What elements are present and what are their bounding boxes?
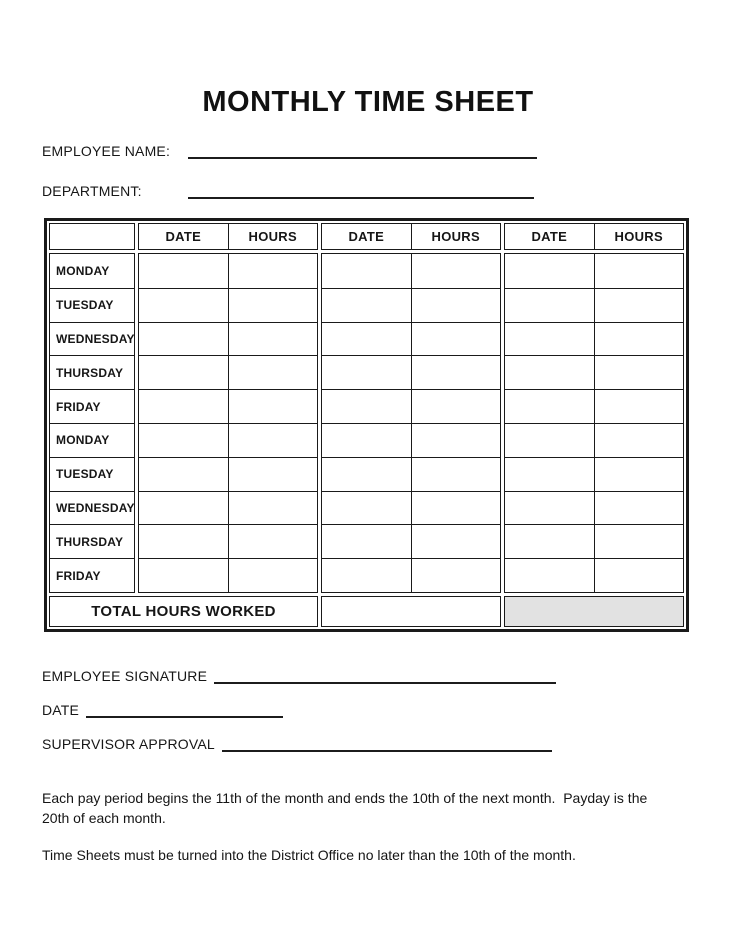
- entry-cell: [594, 558, 683, 592]
- entry-cell: [411, 491, 500, 525]
- entry-cell: [322, 524, 411, 558]
- turn-in-note: Time Sheets must be turned into the District Office no later than the 10th of the month.: [42, 846, 576, 863]
- week-group-1-header: [138, 223, 318, 250]
- day-label: THURSDAY: [50, 524, 135, 558]
- entry-cell: [322, 457, 411, 491]
- date-column-header: DATE: [165, 229, 202, 244]
- entry-cell: [594, 355, 683, 389]
- entry-cell: [411, 457, 500, 491]
- entry-cell: [594, 389, 683, 423]
- entry-cell: [139, 288, 228, 322]
- entry-cell: [322, 389, 411, 423]
- entry-cell: [322, 288, 411, 322]
- hours-column-header: HOURS: [411, 224, 501, 249]
- total-hours-worked-label-cell: TOTAL HOURS WORKED: [49, 596, 318, 627]
- date-row: [42, 699, 694, 718]
- entry-cell: [505, 389, 594, 423]
- entry-cell: [228, 457, 317, 491]
- timesheet-page: [0, 86, 736, 950]
- date-column-header: DATE: [348, 229, 385, 244]
- hours-column-header: HOURS: [228, 224, 318, 249]
- timesheet-grid: [49, 223, 684, 627]
- entry-cell: [411, 254, 500, 288]
- entry-cell: [228, 355, 317, 389]
- entry-cell: [594, 288, 683, 322]
- day-label: WEDNESDAY: [50, 491, 135, 525]
- entry-cell: [322, 558, 411, 592]
- entry-cell: [139, 558, 228, 592]
- entry-cell: [411, 524, 500, 558]
- department-blank-line: [188, 182, 534, 199]
- entry-cell: [594, 491, 683, 525]
- day-label: THURSDAY: [50, 355, 135, 389]
- day-name-column: [49, 253, 135, 593]
- entry-cell: [411, 288, 500, 322]
- notes-section: [42, 788, 676, 865]
- day-label: FRIDAY: [50, 389, 135, 423]
- entry-cell: [228, 389, 317, 423]
- day-label: FRIDAY: [50, 558, 135, 592]
- entry-cell: [228, 491, 317, 525]
- entry-cell: [505, 355, 594, 389]
- entry-cell: [594, 457, 683, 491]
- week-group-2-header: [321, 223, 501, 250]
- day-label: TUESDAY: [50, 457, 135, 491]
- entry-cell: [505, 254, 594, 288]
- date-column-header: DATE: [531, 229, 568, 244]
- entry-cell: [139, 524, 228, 558]
- entry-cell: [505, 558, 594, 592]
- entry-cell: [228, 524, 317, 558]
- department-label: DEPARTMENT:: [42, 183, 142, 199]
- entry-cell: [139, 423, 228, 457]
- entry-cell: [594, 423, 683, 457]
- hours-column-header: HOURS: [594, 224, 684, 249]
- employee-name-blank-line: [188, 142, 537, 159]
- employee-signature-blank-line: [214, 667, 556, 684]
- page-title: MONTHLY TIME SHEET: [202, 86, 534, 118]
- entry-cell: [322, 491, 411, 525]
- date-blank-line: [86, 701, 283, 718]
- total-hours-value-cell: [321, 596, 501, 627]
- entry-cell: [228, 288, 317, 322]
- pay-period-note: Each pay period begins the 11th of the month and ends the 10th of the next month. Payday is the 20th of each month.: [42, 790, 652, 827]
- date-label: DATE: [42, 702, 80, 718]
- entry-cell: [411, 322, 500, 356]
- employee-signature-label: EMPLOYEE SIGNATURE: [42, 668, 208, 684]
- employee-signature-row: [42, 665, 694, 684]
- entry-cell: [139, 322, 228, 356]
- entry-cell: [139, 491, 228, 525]
- supervisor-approval-blank-line: [222, 735, 552, 752]
- department-field-row: [42, 179, 694, 199]
- week-group-2-cells: [321, 253, 501, 593]
- entry-cell: [594, 322, 683, 356]
- entry-cell: [228, 423, 317, 457]
- entry-cell: [228, 558, 317, 592]
- entry-cell: [411, 355, 500, 389]
- day-label: MONDAY: [50, 423, 135, 457]
- entry-cell: [139, 355, 228, 389]
- entry-cell: [228, 254, 317, 288]
- entry-cell: [139, 457, 228, 491]
- entry-cell: [411, 423, 500, 457]
- signature-section: [42, 665, 694, 752]
- entry-cell: [322, 355, 411, 389]
- entry-cell: [411, 558, 500, 592]
- week-group-1-cells: [138, 253, 318, 593]
- timesheet-table: [44, 218, 689, 632]
- entry-cell: [505, 423, 594, 457]
- entry-cell: [228, 322, 317, 356]
- week-group-3-cells: [504, 253, 684, 593]
- entry-cell: [139, 254, 228, 288]
- entry-cell: [505, 322, 594, 356]
- entry-cell: [322, 322, 411, 356]
- week-group-3-header: [504, 223, 684, 250]
- employee-name-field-row: [42, 139, 694, 159]
- entry-cell: [505, 491, 594, 525]
- entry-cell: [505, 524, 594, 558]
- entry-cell: [322, 254, 411, 288]
- entry-cell: [411, 389, 500, 423]
- supervisor-approval-label: SUPERVISOR APPROVAL: [42, 736, 215, 752]
- supervisor-approval-row: [42, 733, 694, 752]
- day-label: MONDAY: [56, 263, 110, 278]
- entry-cell: [505, 288, 594, 322]
- day-label: TUESDAY: [50, 288, 135, 322]
- entry-cell: [139, 389, 228, 423]
- day-label: WEDNESDAY: [50, 322, 135, 356]
- employee-name-label: EMPLOYEE NAME:: [42, 143, 171, 159]
- table-corner-cell: [49, 223, 135, 250]
- shaded-office-use-cell: [504, 596, 684, 627]
- entry-cell: [594, 524, 683, 558]
- entry-cell: [594, 254, 683, 288]
- entry-cell: [322, 423, 411, 457]
- entry-cell: [505, 457, 594, 491]
